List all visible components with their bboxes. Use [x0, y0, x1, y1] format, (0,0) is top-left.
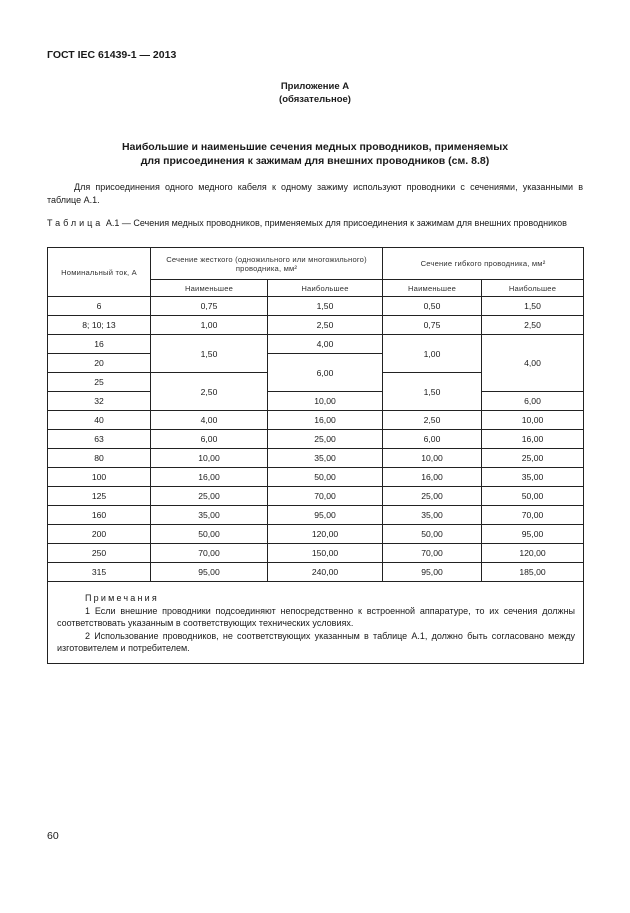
cell-current: 8; 10; 13 — [48, 316, 151, 335]
cell-flexible-max: 16,00 — [482, 430, 584, 449]
table-caption-text: А.1 — Сечения медных проводников, применяемых для присоединения к зажимам для внешних проводников — [105, 218, 567, 228]
cell-current: 160 — [48, 506, 151, 525]
cell-flexible-min: 10,00 — [383, 449, 482, 468]
cell-current: 80 — [48, 449, 151, 468]
table-row — [48, 316, 584, 335]
cell-flexible-max: 70,00 — [482, 506, 584, 525]
table-label: Таблица — [47, 218, 104, 228]
cell-rigid-max: 95,00 — [268, 506, 383, 525]
cell-rigid-min: 10,00 — [151, 449, 268, 468]
table-caption — [47, 217, 583, 229]
cell-current: 250 — [48, 544, 151, 563]
cell-flexible-min: 0,50 — [383, 297, 482, 316]
cell-rigid-min: 35,00 — [151, 506, 268, 525]
cell-rigid-min: 1,50 — [151, 335, 268, 373]
cell-rigid-min: 6,00 — [151, 430, 268, 449]
cell-rigid-min: 25,00 — [151, 487, 268, 506]
cell-current: 6 — [48, 297, 151, 316]
cell-flexible-min: 16,00 — [383, 468, 482, 487]
header-rated-current: Номинальный ток, А — [48, 248, 151, 297]
table-row — [48, 335, 584, 354]
header-rigid-max: Наибольшее — [268, 280, 383, 297]
cell-flexible-min: 25,00 — [383, 487, 482, 506]
cell-flexible-min: 95,00 — [383, 563, 482, 582]
document-header: ГОСТ IEC 61439-1 — 2013 — [47, 49, 177, 61]
cell-rigid-min: 70,00 — [151, 544, 268, 563]
intro-paragraph: Для присоединения одного медного кабеля к одному зажиму используют проводники с сечениями, указанными в таблице А.1. — [47, 182, 583, 205]
table-row — [48, 449, 584, 468]
table-row — [48, 563, 584, 582]
cell-current: 40 — [48, 411, 151, 430]
cell-rigid-min: 50,00 — [151, 525, 268, 544]
table-row — [48, 297, 584, 316]
header-flexible-min: Наименьшее — [383, 280, 482, 297]
appendix-title: Приложение А — [280, 81, 350, 92]
cell-flexible-min: 2,50 — [383, 411, 482, 430]
header-rigid-min: Наименьшее — [151, 280, 268, 297]
header-flexible-section: Сечение гибкого проводника, мм² — [383, 248, 584, 280]
cell-flexible-min: 1,50 — [383, 373, 482, 411]
cell-rigid-max: 50,00 — [268, 468, 383, 487]
conductor-table — [47, 247, 584, 664]
cell-rigid-min: 16,00 — [151, 468, 268, 487]
note-2: 2 Использование проводников, не соответствующих указанным в таблице А.1, должно быть согласовано между изготовителем и потребителем. — [57, 630, 576, 653]
cell-rigid-min: 2,50 — [151, 373, 268, 411]
cell-rigid-max: 6,00 — [268, 354, 383, 392]
header-rigid-section: Сечение жесткого (одножильного или многожильного) проводника, мм² — [151, 248, 383, 280]
notes-row — [48, 582, 584, 664]
cell-flexible-max: 50,00 — [482, 487, 584, 506]
cell-rigid-max: 150,00 — [268, 544, 383, 563]
cell-current: 20 — [48, 354, 151, 373]
cell-current: 16 — [48, 335, 151, 354]
cell-rigid-min: 1,00 — [151, 316, 268, 335]
cell-rigid-max: 10,00 — [268, 392, 383, 411]
page-number: 60 — [47, 830, 59, 842]
table-row — [48, 506, 584, 525]
cell-rigid-max: 2,50 — [268, 316, 383, 335]
cell-current: 25 — [48, 373, 151, 392]
table-row — [48, 525, 584, 544]
cell-rigid-max: 25,00 — [268, 430, 383, 449]
cell-current: 200 — [48, 525, 151, 544]
cell-rigid-max: 70,00 — [268, 487, 383, 506]
cell-current: 63 — [48, 430, 151, 449]
cell-flexible-max: 1,50 — [482, 297, 584, 316]
appendix-status: (обязательное) — [279, 94, 351, 105]
notes-title: Примечания — [85, 593, 159, 603]
table-row — [48, 411, 584, 430]
cell-current: 100 — [48, 468, 151, 487]
cell-current: 32 — [48, 392, 151, 411]
table-row — [48, 487, 584, 506]
section-title-line1: Наибольшие и наименьшие сечения медных проводников, применяемых — [121, 141, 509, 153]
cell-flexible-max: 10,00 — [482, 411, 584, 430]
cell-rigid-min: 4,00 — [151, 411, 268, 430]
cell-rigid-min: 95,00 — [151, 563, 268, 582]
table-row — [48, 544, 584, 563]
cell-flexible-max: 6,00 — [482, 392, 584, 411]
section-title-line2: для присоединения к зажимам для внешних проводников (см. 8.8) — [140, 155, 490, 167]
table-row — [48, 430, 584, 449]
cell-rigid-max: 4,00 — [268, 335, 383, 354]
cell-flexible-min: 35,00 — [383, 506, 482, 525]
cell-flexible-max: 35,00 — [482, 468, 584, 487]
cell-rigid-max: 240,00 — [268, 563, 383, 582]
cell-flexible-max: 2,50 — [482, 316, 584, 335]
cell-rigid-max: 120,00 — [268, 525, 383, 544]
header-flexible-max: Наибольшее — [482, 280, 584, 297]
cell-flexible-max: 4,00 — [482, 335, 584, 392]
note-1: 1 Если внешние проводники подсоединяют непосредственно к встроенной аппаратуре, то их сечения должны соответствовать указанным в соответствующих технических условиях. — [57, 605, 576, 628]
cell-rigid-max: 35,00 — [268, 449, 383, 468]
cell-flexible-min: 6,00 — [383, 430, 482, 449]
cell-flexible-min: 0,75 — [383, 316, 482, 335]
cell-current: 315 — [48, 563, 151, 582]
cell-rigid-min: 0,75 — [151, 297, 268, 316]
cell-flexible-max: 185,00 — [482, 563, 584, 582]
cell-flexible-max: 25,00 — [482, 449, 584, 468]
cell-flexible-min: 1,00 — [383, 335, 482, 373]
cell-rigid-max: 1,50 — [268, 297, 383, 316]
cell-flexible-min: 50,00 — [383, 525, 482, 544]
cell-flexible-max: 95,00 — [482, 525, 584, 544]
cell-rigid-max: 16,00 — [268, 411, 383, 430]
table-row — [48, 392, 584, 411]
cell-current: 125 — [48, 487, 151, 506]
cell-flexible-max: 120,00 — [482, 544, 584, 563]
cell-flexible-min: 70,00 — [383, 544, 482, 563]
table-row — [48, 468, 584, 487]
notes-cell — [48, 582, 584, 664]
